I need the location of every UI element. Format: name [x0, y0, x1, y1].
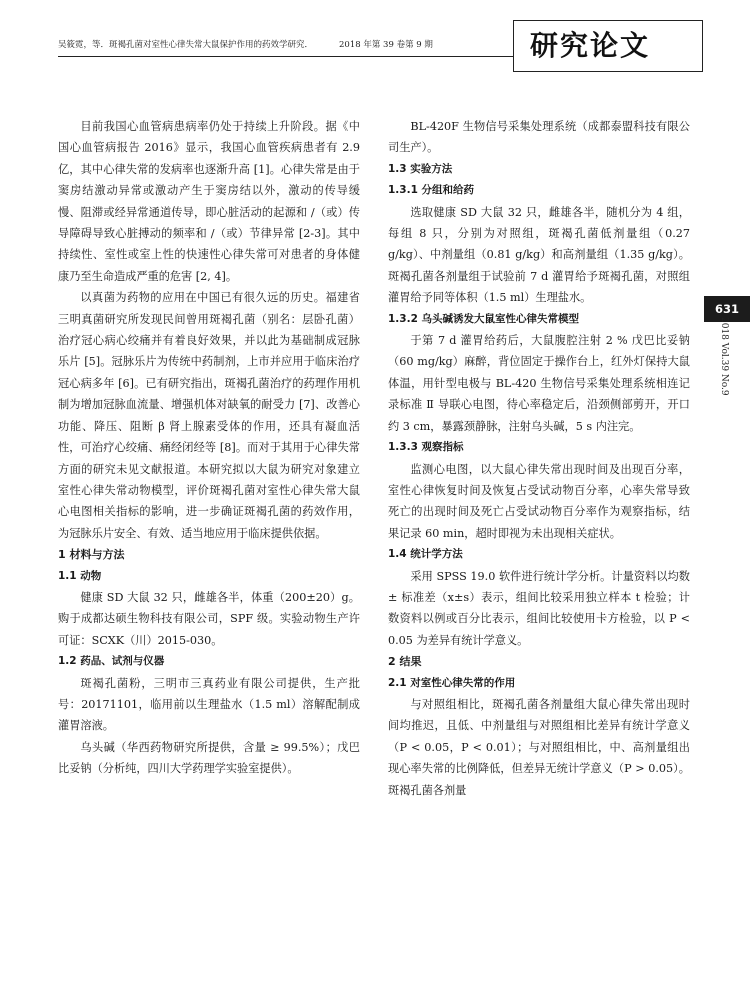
results-paragraph: 与对照组相比，斑褐孔菌各剂量组大鼠心律失常出现时间均推迟，且低、中剂量组与对照组相比差异有统计学意义（P < 0.05，P < 0.01）；与对照组相比，中、高剂量组出现心率失常的比例降低，但差异无统计学意义（P > 0.05）。斑褐孔菌各剂量 — [388, 697, 690, 797]
subheading-animals: 1.1 动物 — [58, 569, 102, 582]
statistics-paragraph: 采用 SPSS 19.0 软件进行统计学分析。计量资料以均数 ± 标准差（x±s）表示，组间比较采用独立样本 t 检验；计数资料以例或百分比表示，组间比较使用卡方检验，以 P < 0.05 为差异有统计学意义。 — [388, 569, 690, 647]
journal-info: 2018 年第 39 卷第 9 期 — [339, 40, 433, 50]
subheading-grouping: 1.3.1 分组和给药 — [388, 184, 475, 197]
subheading-indicators: 1.3.3 观察指标 — [388, 441, 464, 454]
model-paragraph: 于第 7 d 灌胃给药后，大鼠腹腔注射 2 % 戊巴比妥钠（60 mg/kg）麻醉，背位固定于操作台上，红外灯保持大鼠体温，用针型电极与 BL-420 生物信号采集处理系统相连记录标准 Ⅱ 导联心电图，待心率稳定后，沿颈侧部剪开，开口约 3 cm，暴露颈静脉，注射乌头碱，5 s 内注完。 — [388, 334, 690, 433]
right-column — [388, 116, 690, 801]
subheading-arrhythmia-effect: 2.1 对室性心律失常的作用 — [388, 676, 516, 689]
running-header — [58, 38, 500, 52]
grouping-paragraph: 选取健康 SD 大鼠 32 只，雌雄各半，随机分为 4 组，每组 8 只，分别为对照组，斑褐孔菌低剂量组（0.27 g/kg）、中剂量组（0.81 g/kg）和高剂量组（1.35 g/kg）。斑褐孔菌各剂量组于试验前 7 d 灌胃给予斑褐孔菌，对照组灌胃给予同等体积（1.5 ml）生理盐水。 — [388, 205, 690, 305]
header-rule — [58, 56, 513, 57]
subheading-drugs: 1.2 药品、试剂与仪器 — [58, 655, 165, 668]
subheading-methods: 1.3 实验方法 — [388, 162, 453, 175]
intro-paragraph-2: 以真菌为药物的应用在中国已有很久远的历史。福建省三明真菌研究所发现民间曾用斑褐孔菌（别名：层卧孔菌）治疗冠心病心绞痛并有着良好效果，并以此为基础制成冠脉乐片 [5]。冠脉乐片为传统中药制剂，上市并应用于临床治疗冠心病多年 [6]。已有研究指出，斑褐孔菌治疗的药理作用机制为增加冠脉血流量、增强机体对缺氧的耐受力 [7]、改善心功能、降压、阻断 β 肾上腺素受体的作用，还具有凝血活性，可治疗心绞痛、痛经闭经等 [8]。而对于其用于心律失常方面的研究未见文献报道。本研究拟以大鼠为研究对象建立室性心律失常动物模型，评价斑褐孔菌对室性心律失常大鼠心电图相关指标的影响，进一步确证斑褐孔菌的药效作用，为冠脉乐片安全、有效、适当地应用于临床提供依据。 — [58, 291, 360, 540]
subheading-model: 1.3.2 乌头碱诱发大鼠室性心律失常模型 — [388, 312, 580, 325]
indicators-paragraph: 监测心电图，以大鼠心律失常出现时间及出现百分率，室性心律恢复时间及恢复占受试动物百分率，心率失常导致死亡的出现时间及死亡占受试动物百分率作为观察指标，结果记录 60 min，超时即视为未出现相关症状。 — [388, 462, 690, 540]
drugs-paragraph-2: 乌头碱（华西药物研究所提供，含量 ≥ 99.5%）；戊巴比妥钠（分析纯，四川大学药理学实验室提供）。 — [58, 740, 360, 776]
volume-vertical-label: 2018 Vol.39 No.9 — [719, 317, 729, 396]
section-heading-results: 2 结果 — [388, 655, 422, 669]
running-title: 吴筱霓，等．斑褐孔菌对室性心律失常大鼠保护作用的药效学研究． — [58, 40, 314, 50]
instrument-paragraph: BL-420F 生物信号采集处理系统（成都泰盟科技有限公司生产）。 — [388, 120, 690, 155]
drugs-paragraph-1: 斑褐孔菌粉，三明市三真药业有限公司提供，生产批号：20171101，临用前以生理盐水（1.5 ml）溶解配制成灌胃溶液。 — [58, 676, 360, 733]
section-title: 研究论文 — [513, 20, 703, 72]
left-column — [58, 116, 360, 780]
section-heading-methods: 1 材料与方法 — [58, 548, 125, 562]
intro-paragraph-1: 目前我国心血管病患病率仍处于持续上升阶段。据《中国心血管病报告 2016》显示，我国心血管疾病患者有 2.9 亿，其中心律失常的发病率也逐渐升高 [1]。心律失常是由于窦房结激动异常或激动产生于窦房结以外，激动的传导缓慢、阻滞或经异常通道传导，即心脏活动的起源和 /（或）传导障碍导致心脏搏动的频率和 /（或）节律异常 [2-3]。其中持续性、室性或室上性的快速性心律失常可对患者的身体健康乃至生命造成严重的危害 [2, 4]。 — [58, 120, 360, 283]
page-number-tab: 631 — [704, 296, 750, 322]
subheading-statistics: 1.4 统计学方法 — [388, 548, 463, 561]
animals-paragraph: 健康 SD 大鼠 32 只，雌雄各半，体重（200±20）g。购于成都达硕生物科技有限公司，SPF 级。实验动物生产许可证：SCXK（川）2015-030。 — [58, 590, 360, 647]
